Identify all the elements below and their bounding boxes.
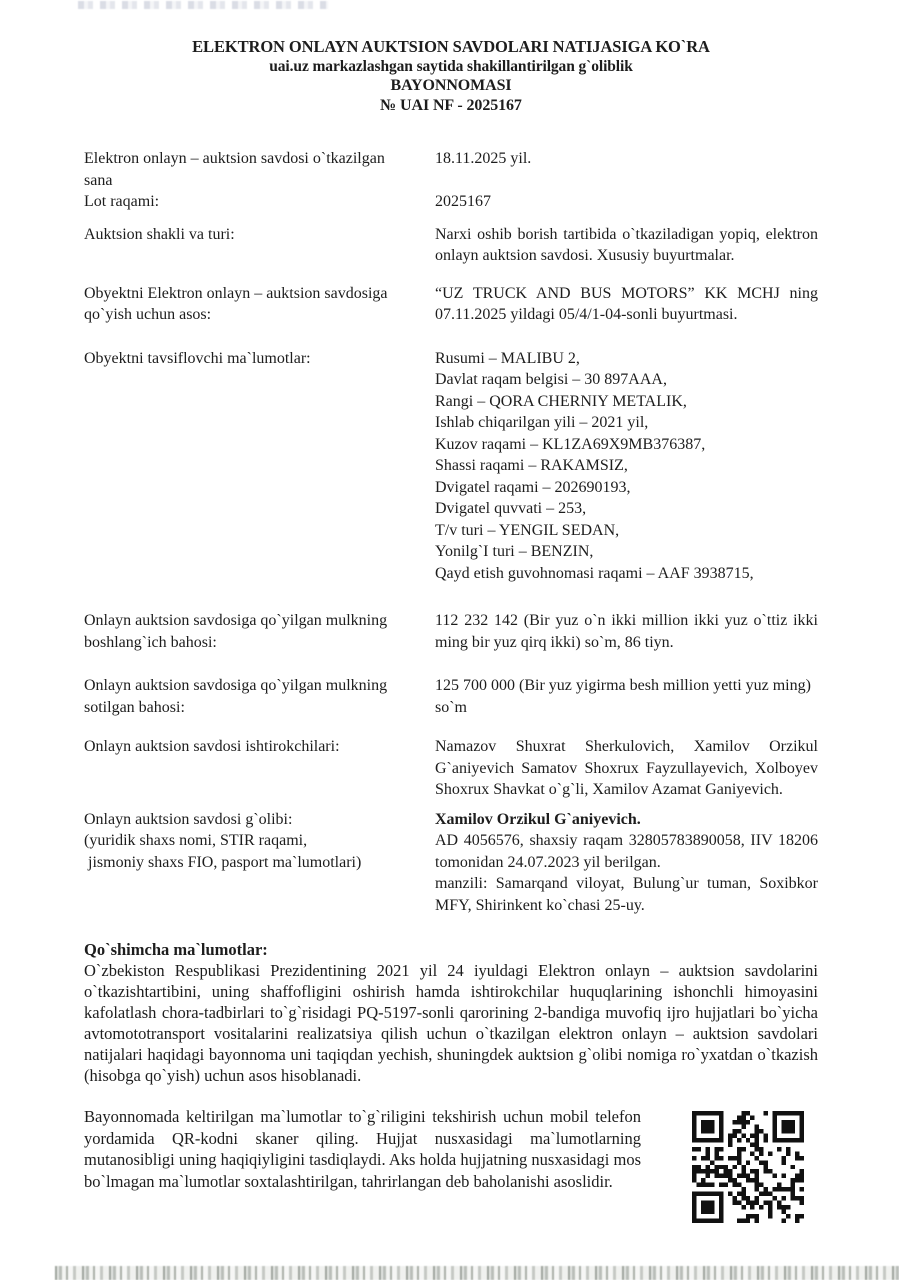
detail-row-auction-date	[84, 148, 818, 191]
detail-value	[435, 809, 818, 917]
car-spec-line: Davlat raqam belgisi – 30 897AAA,	[435, 371, 667, 388]
header-title-line-1: ELEKTRON ONLAYN AUKTSION SAVDOLARI NATIJASIGA KO`RA	[192, 37, 710, 56]
detail-row-lot-number	[84, 191, 818, 213]
detail-row-starting-price	[84, 610, 818, 653]
detail-label: Onlayn auktsion savdosiga qo`yilgan mulkning boshlang`ich bahosi:	[84, 612, 388, 651]
detail-label: Auktsion shakli va turi:	[84, 225, 235, 243]
car-spec-line: Rangi – QORA CHERNIY METALIK,	[435, 392, 687, 410]
qr-code	[692, 1111, 804, 1223]
additional-info-paragraph: O`zbekiston Respublikasi Prezidentining 2021 yil 24 iyuldagi Elektron onlayn – auktsion savdolarini o`tkazishtartibini, uning shaffofligini oshirish hamda ishtirokchilar huquqlarining ishonchli himoyasini kafolatlash chora-tadbirlari to`g`risidagi PQ-5197-sonli qarorining 2-bandiga muvofiq ijro hujjatlari bo`yicha avtomototransport vositalarini realizatsiya qilish uchun o`tkazilgan elektron onlayn – auktsion savdolari natijalari haqidagi bayonnoma uni taqiqdan yechish, shuningdek auktsion g`olibi nomiga ro`yxatdan o`tkazish (hisobga qo`yish) uchun asos hisoblanadi.	[84, 961, 818, 1085]
car-spec-line: T/v turi – YENGIL SEDAN,	[435, 521, 620, 539]
additional-info-section	[84, 939, 818, 1086]
additional-info-heading: Qo`shimcha ma`lumotlar:	[84, 940, 268, 959]
bottom-scan-artifact	[55, 1266, 899, 1280]
detail-label: Onlayn auktsion savdosiga qo`yilgan mulkning sotilgan bahosi:	[84, 677, 388, 716]
detail-label: Onlayn auktsion savdosi ishtirokchilari:	[84, 738, 340, 755]
detail-value: 112 232 142 (Bir yuz o`n ikki million ikki yuz o`ttiz ikki ming bir yuz qirq ikki) so`m, 86 tiyn.	[435, 612, 818, 651]
detail-row-object-specs	[84, 348, 818, 585]
winner-label-line: jismoniy shaxs FIO, pasport ma`lumotlari)	[84, 853, 362, 871]
detail-row-participants	[84, 736, 818, 801]
header-title-line-2: uai.uz markazlashgan saytida shakillantirilgan g`oliblik	[269, 57, 633, 75]
qr-verification-section	[84, 1106, 818, 1223]
header-title-line-3: BAYONNOMASI	[390, 77, 512, 94]
qr-instruction-paragraph: Bayonnomada keltirilgan ma`lumotlar to`g`riligini tekshirish uchun mobil telefon yordamida QR-kodni skaner qiling. Hujjat nusxasidagi ma`lumotlarning mutanosibligi uning haqiqiyligini tasdiqlaydi. Aks holda hujjatning nusxasidagi mos bo`lmagan ma`lumotlar soxtalashtirilgan, tahrirlangan deb baholanishi asoslidir.	[84, 1107, 641, 1191]
car-spec-line: Rusumi – MALIBU 2,	[435, 349, 580, 367]
detail-value: 18.11.2025 yil.	[435, 150, 532, 167]
car-spec-line: Ishlab chiqarilgan yili – 2021 yil,	[435, 414, 649, 431]
car-spec-line: Shassi raqami – RAKAMSIZ,	[435, 457, 628, 474]
car-spec-line: Qayd etish guvohnomasi raqami – AAF 3938715,	[435, 564, 754, 582]
winner-passport: AD 4056576, shaxsiy raqam 32805783890058, IIV 18206 tomonidan 24.07.2023 yil berilgan.	[435, 832, 818, 871]
document-header	[84, 37, 818, 115]
detail-label	[84, 809, 435, 917]
detail-rows	[84, 148, 818, 916]
detail-label: Obyektni Elektron onlayn – auktsion savdosiga qo`yish uchun asos:	[84, 284, 388, 323]
detail-row-listing-basis	[84, 283, 818, 326]
car-spec-line: Dvigatel quvvati – 253,	[435, 500, 587, 517]
detail-row-sold-price	[84, 675, 818, 718]
winner-name: Xamilov Orzikul G`aniyevich.	[435, 810, 641, 828]
detail-value: “UZ TRUCK AND BUS MOTORS” KK MCHJ ning 07.11.2025 yildagi 05/4/1-04-sonli buyurtmasi.	[435, 284, 818, 323]
detail-row-auction-type	[84, 224, 818, 267]
detail-row-winner	[84, 809, 818, 917]
detail-label: Obyektni tavsiflovchi ma`lumotlar:	[84, 349, 311, 367]
detail-value: 2025167	[435, 193, 491, 210]
winner-label-line: (yuridik shaxs nomi, STIR raqami,	[84, 832, 308, 849]
detail-label: Elektron onlayn – auktsion savdosi o`tkazilgan sana	[84, 150, 385, 189]
winner-address: manzili: Samarqand viloyat, Bulung`ur tuman, Soxibkor MFY, Shirinkent ko`chasi 25-uy.	[435, 875, 818, 914]
detail-value	[435, 348, 818, 585]
detail-value: 125 700 000 (Bir yuz yigirma besh million yetti yuz ming) so`m	[435, 677, 811, 716]
detail-label: Lot raqami:	[84, 193, 160, 210]
winner-label-line: Onlayn auktsion savdosi g`olibi:	[84, 810, 293, 828]
detail-value: Namazov Shuxrat Sherkulovich, Xamilov Orzikul G`aniyevich Samatov Shoxrux Fayzullayevich, Xolboyev Shoxrux Shavkat o`g`li, Xamilov Azamat Ganiyevich.	[435, 738, 818, 798]
car-spec-line: Kuzov raqami – KL1ZA69X9MB376387,	[435, 435, 706, 453]
document-number: № UAI NF - 2025167	[380, 96, 522, 114]
car-spec-line: Yonilg`I turi – BENZIN,	[435, 543, 594, 560]
detail-value: Narxi oshib borish tartibida o`tkaziladigan yopiq, elektron onlayn auktsion savdosi. Xususiy buyurtmalar.	[435, 225, 818, 264]
car-spec-line: Dvigatel raqami – 202690193,	[435, 478, 631, 496]
